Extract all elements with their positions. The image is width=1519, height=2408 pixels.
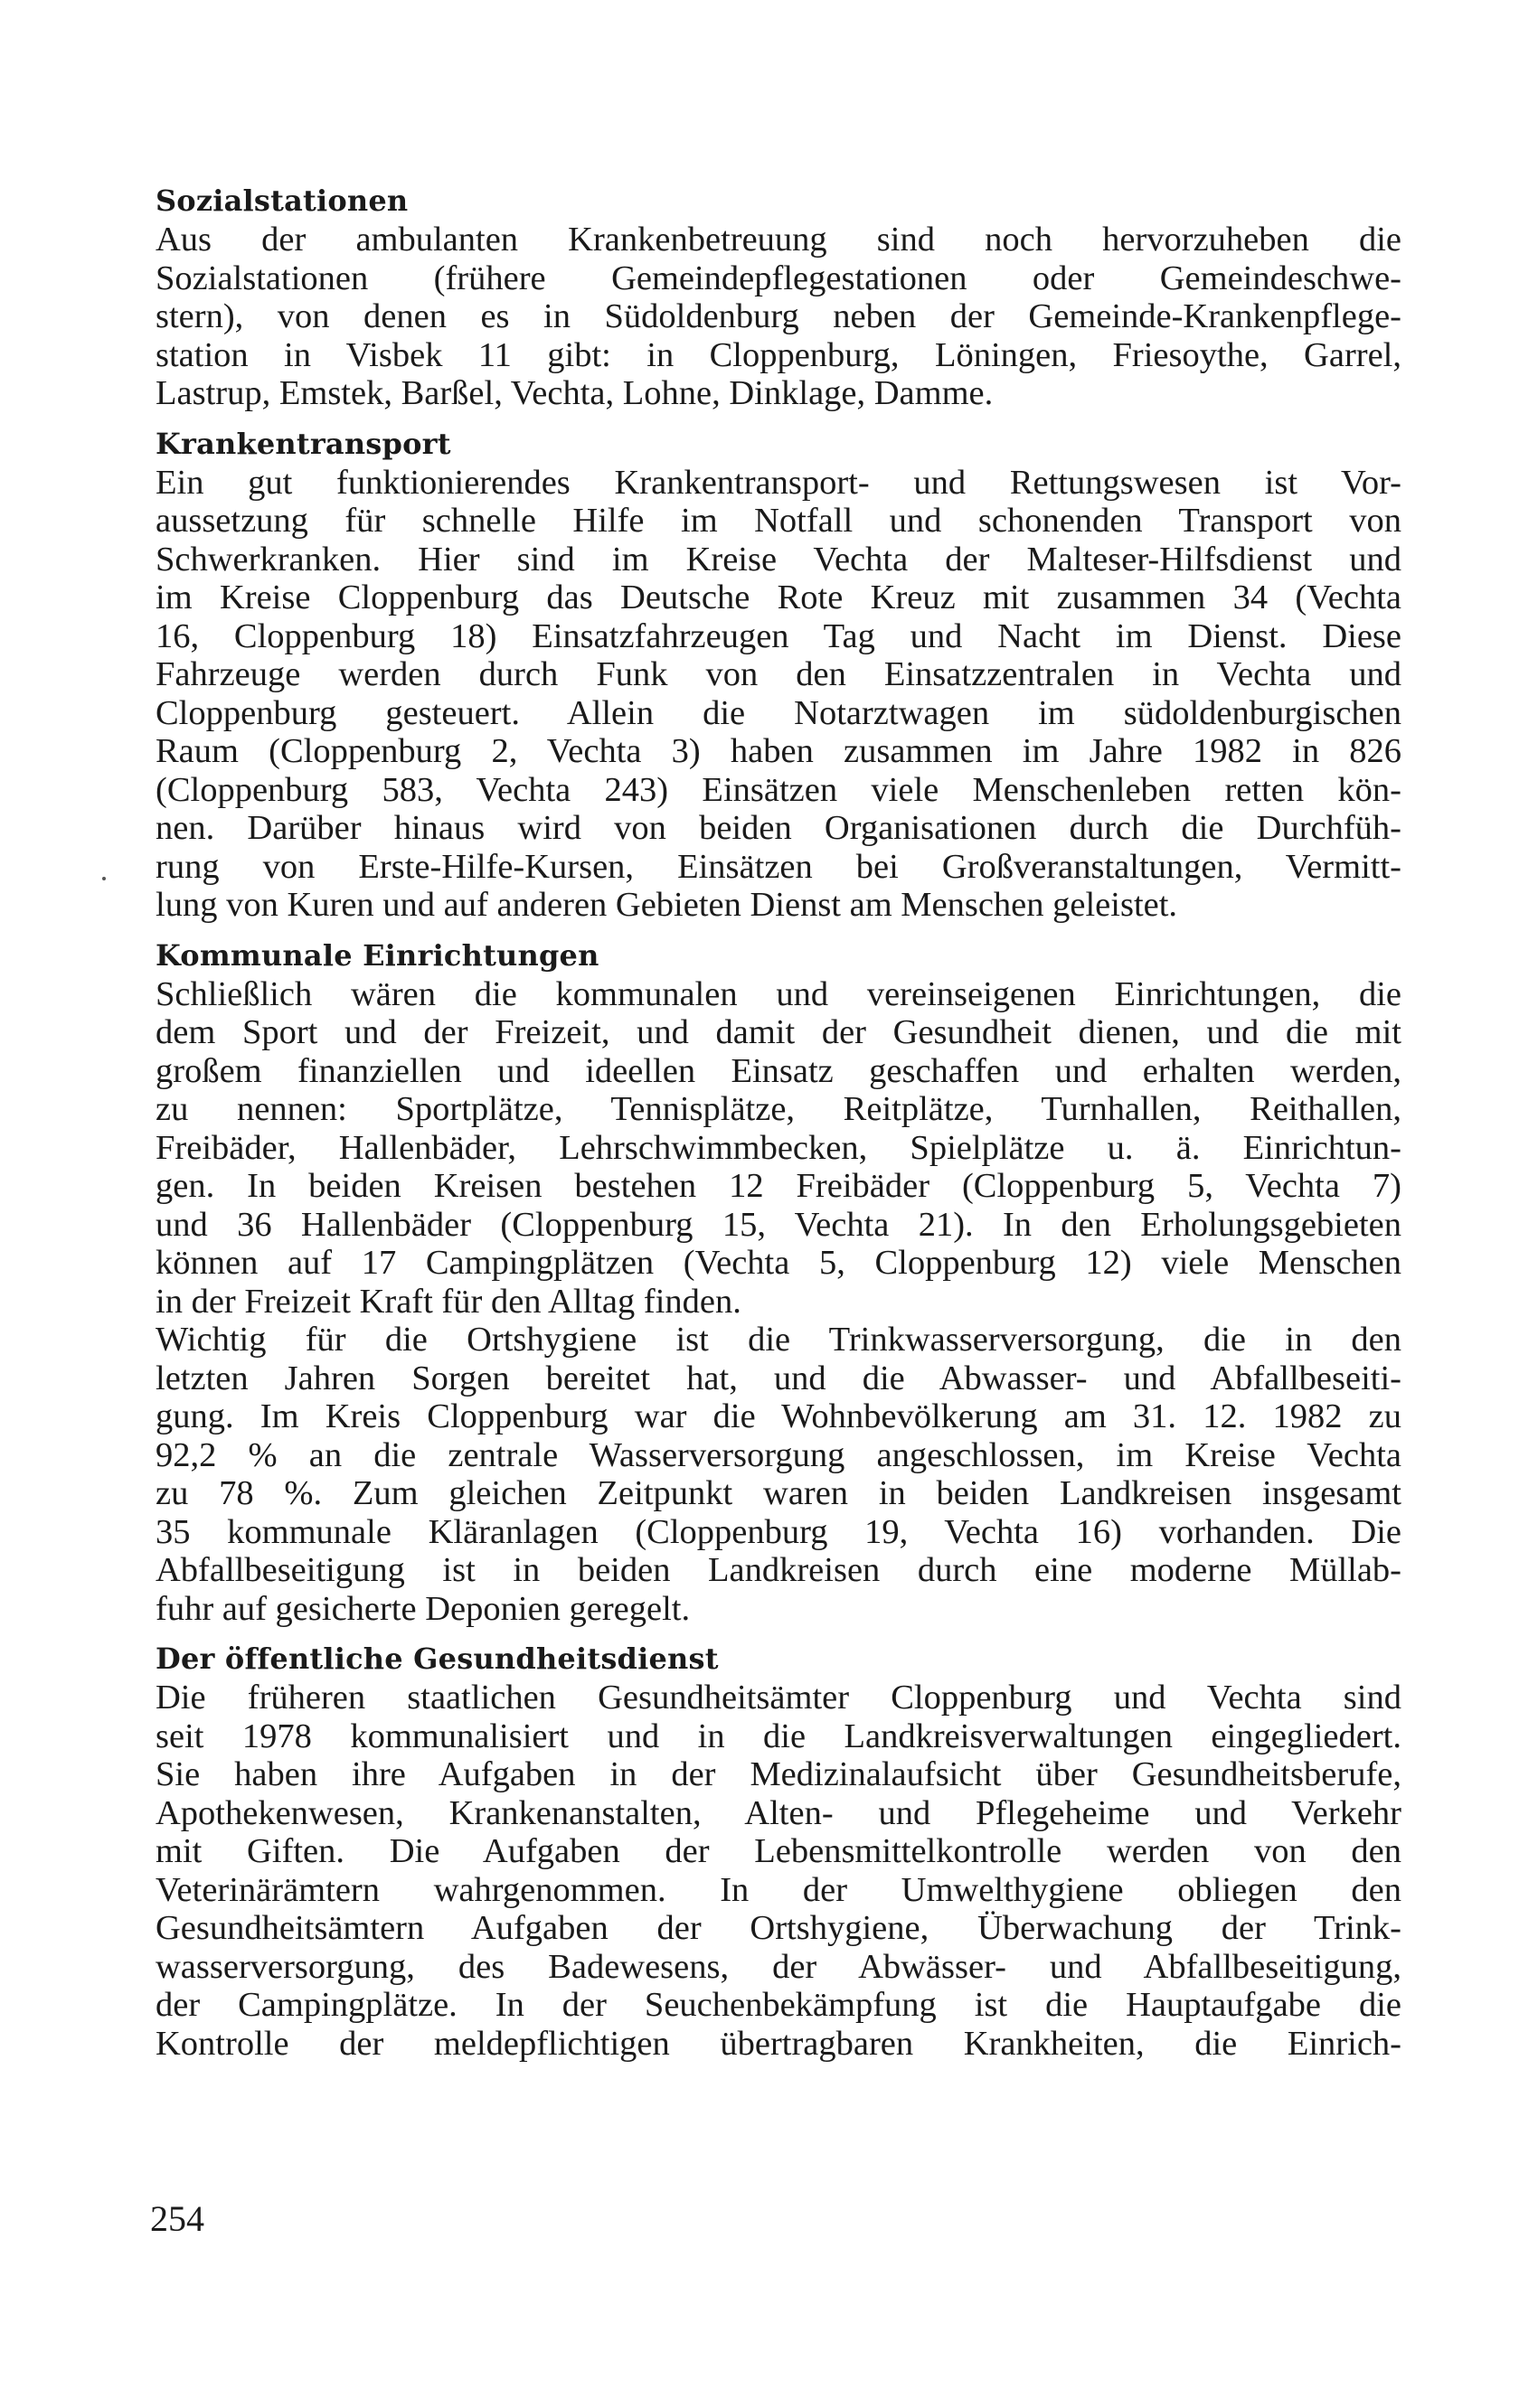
text-line: Apothekenwesen, Krankenanstalten, Alten- und Pflegeheime und Verkehr [156, 1793, 1401, 1832]
text-line: Kontrolle der meldepflichtigen übertragbaren Krankheiten, die Einrich- [156, 2024, 1401, 2063]
text-line: mit Giften. Die Aufgaben der Lebensmittelkontrolle werden von den [156, 1832, 1401, 1870]
text-line: können auf 17 Campingplätzen (Vechta 5, Cloppenburg 12) viele Menschen [156, 1244, 1401, 1282]
text-line: Abfallbeseitigung ist in beiden Landkreisen durch eine moderne Müllab- [156, 1551, 1401, 1589]
section-heading: Sozialstationen [156, 183, 409, 218]
paragraph [156, 221, 1401, 413]
text-line: Sozialstationen (frühere Gemeindepflegestationen oder Gemeindeschwe- [156, 259, 1401, 297]
text-line: Die früheren staatlichen Gesundheitsämter Cloppenburg und Vechta sind [156, 1679, 1401, 1717]
text-line: rung von Erste-Hilfe-Kursen, Einsätzen bei Großveranstaltungen, Vermitt- [156, 847, 1401, 886]
section-heading: Krankentransport [156, 426, 451, 461]
text-line: Cloppenburg gesteuert. Allein die Notarztwagen im südoldenburgischen [156, 693, 1401, 732]
section-kommunale-einrichtungen [156, 936, 1401, 1629]
text-line: zu 78 %. Zum gleichen Zeitpunkt waren in beiden Landkreisen insgesamt [156, 1474, 1401, 1512]
margin-dot [102, 877, 106, 880]
text-line: Ein gut funktionierendes Krankentransport- und Rettungswesen ist Vor- [156, 463, 1401, 502]
section-krankentransport [156, 424, 1401, 925]
text-line: der Campingplätze. In der Seuchenbekämpfung ist die Hauptaufgabe die [156, 1986, 1401, 2024]
text-line: Fahrzeuge werden durch Funk von den Einsatzzentralen in Vechta und [156, 655, 1401, 693]
text-line: gung. Im Kreis Cloppenburg war die Wohnbevölkerung am 31. 12. 1982 zu [156, 1397, 1401, 1435]
section-heading: Der öffentliche Gesundheitsdienst [156, 1641, 719, 1676]
text-line: Raum (Cloppenburg 2, Vechta 3) haben zusammen im Jahre 1982 in 826 [156, 732, 1401, 770]
text-line: 35 kommunale Kläranlagen (Cloppenburg 19, Vechta 16) vorhanden. Die [156, 1512, 1401, 1551]
text-line: großem finanziellen und ideellen Einsatz geschaffen und erhalten werden, [156, 1051, 1401, 1090]
text-line: Sie haben ihre Aufgaben in der Medizinalaufsicht über Gesundheitsberufe, [156, 1755, 1401, 1793]
paragraph [156, 464, 1401, 925]
text-line: 92,2 % an die zentrale Wasserversorgung angeschlossen, im Kreise Vechta [156, 1435, 1401, 1474]
text-line: Aus der ambulanten Krankenbetreuung sind noch hervorzuheben die [156, 221, 1401, 259]
text-line: stern), von denen es in Südoldenburg neben der Gemeinde-Krankenpflege- [156, 297, 1401, 335]
text-line: (Cloppenburg 583, Vechta 243) Einsätzen viele Menschenleben retten kön- [156, 770, 1401, 809]
paragraph [156, 1679, 1401, 2063]
text-line: wasserversorgung, des Badewesens, der Abwässer- und Abfallbeseitigung, [156, 1947, 1401, 1986]
text-line: Veterinärämtern wahrgenommen. In der Umwelthygiene obliegen den [156, 1870, 1401, 1909]
text-line: Freibäder, Hallenbäder, Lehrschwimmbecken, Spielplätze u. ä. Einrichtun- [156, 1128, 1401, 1167]
text-line: seit 1978 kommunalisiert und in die Landkreisverwaltungen eingegliedert. [156, 1717, 1401, 1755]
page-body [156, 181, 1401, 2063]
text-line: dem Sport und der Freizeit, und damit der Gesundheit dienen, und die mit [156, 1013, 1401, 1051]
text-line: in der Freizeit Kraft für den Alltag finden. [156, 1282, 741, 1321]
text-line: letzten Jahren Sorgen bereitet hat, und die Abwasser- und Abfallbeseiti- [156, 1359, 1401, 1397]
section-sozialstationen [156, 181, 1401, 413]
text-line: 16, Cloppenburg 18) Einsatzfahrzeugen Tag und Nacht im Dienst. Diese [156, 616, 1401, 655]
page-number: 254 [150, 2198, 204, 2239]
paragraph [156, 975, 1401, 1322]
text-line: Lastrup, Emstek, Barßel, Vechta, Lohne, Dinklage, Damme. [156, 374, 994, 412]
text-line: und 36 Hallenbäder (Cloppenburg 15, Vechta 21). In den Erholungsgebieten [156, 1205, 1401, 1244]
text-line: Schließlich wären die kommunalen und vereinseigenen Einrichtungen, die [156, 974, 1401, 1013]
text-line: fuhr auf gesicherte Deponien geregelt. [156, 1589, 691, 1628]
text-line: Wichtig für die Ortshygiene ist die Trinkwasserversorgung, die in den [156, 1321, 1401, 1359]
text-line: gen. In beiden Kreisen bestehen 12 Freibäder (Cloppenburg 5, Vechta 7) [156, 1167, 1401, 1205]
paragraph [156, 1321, 1401, 1628]
text-line: station in Visbek 11 gibt: in Cloppenburg, Löningen, Friesoythe, Garrel, [156, 335, 1401, 374]
text-line: zu nennen: Sportplätze, Tennisplätze, Reitplätze, Turnhallen, Reithallen, [156, 1090, 1401, 1128]
section-heading: Kommunale Einrichtungen [156, 937, 599, 973]
text-line: lung von Kuren und auf anderen Gebieten Dienst am Menschen geleistet. [156, 886, 1178, 924]
section-oeffentlicher-gesundheitsdienst [156, 1639, 1401, 2063]
text-line: im Kreise Cloppenburg das Deutsche Rote Kreuz mit zusammen 34 (Vechta [156, 578, 1401, 616]
text-line: aussetzung für schnelle Hilfe im Notfall und schonenden Transport von [156, 502, 1401, 540]
text-line: nen. Darüber hinaus wird von beiden Organisationen durch die Durchfüh- [156, 809, 1401, 847]
text-line: Schwerkranken. Hier sind im Kreise Vechta der Malteser-Hilfsdienst und [156, 540, 1401, 578]
text-line: Gesundheitsämtern Aufgaben der Ortshygiene, Überwachung der Trink- [156, 1909, 1401, 1947]
